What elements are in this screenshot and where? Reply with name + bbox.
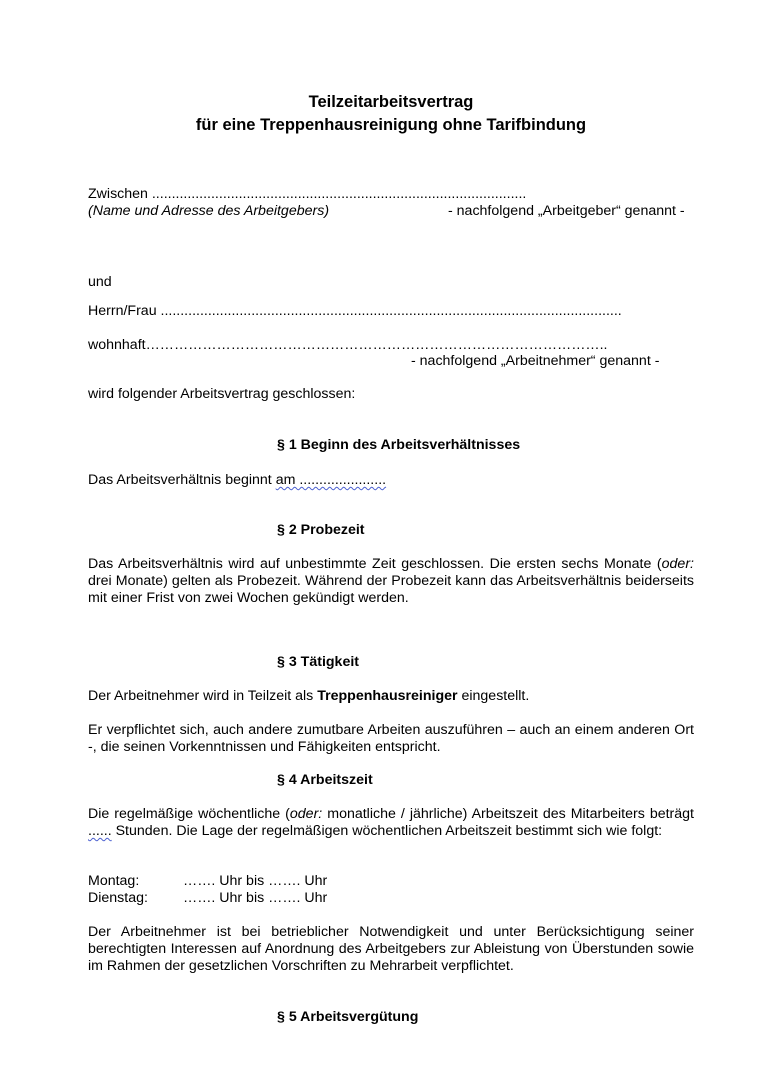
section-4-paragraph-1: Die regelmäßige wöchentliche (oder: monatliche / jährliche) Arbeitszeit des Mitarbeiters beträgt ...... Stunden. Die Lage der regelmäßigen wöchentlichen Arbeitszeit bestimmt sich wie folgt: xyxy=(88,806,694,839)
employee-designation: - nachfolgend „Arbeitnehmer“ genannt - xyxy=(411,353,660,369)
employee-name-line: Herrn/Frau ..................................................................................................................... xyxy=(88,303,622,319)
section-2-heading: § 2 Probezeit xyxy=(277,522,365,538)
section-5-heading: § 5 Arbeitsvergütung xyxy=(277,1009,419,1025)
schedule-time-monday: ……. Uhr bis ……. Uhr xyxy=(183,873,328,889)
hours-blank: ...... xyxy=(88,823,112,839)
section-4-paragraph-2: Der Arbeitnehmer ist bei betrieblicher Notwendigkeit und unter Berücksichtigung seiner berechtigten Interessen auf Anordnung des Arbeitgebers zur Ableistung von Überstunden sowie im Rahmen der gesetzlichen Vorschriften zu Mehrarbeit verpflichtet. xyxy=(88,924,694,974)
employer-designation: - nachfolgend „Arbeitgeber“ genannt - xyxy=(448,203,685,219)
section-3-heading: § 3 Tätigkeit xyxy=(277,654,360,670)
employee-address-line: wohnhaft…………………………………………………………………………………….. xyxy=(88,337,608,353)
schedule-day-tuesday: Dienstag: xyxy=(88,890,148,906)
section-1-text xyxy=(88,472,386,489)
start-date-blank: am ...................... xyxy=(275,472,387,488)
contract-intro: wird folgender Arbeitsvertrag geschlossen: xyxy=(88,386,356,402)
section-3-paragraph-1: Der Arbeitnehmer wird in Teilzeit als Treppenhausreiniger eingestellt. xyxy=(88,688,530,704)
schedule-day-monday: Montag: xyxy=(88,873,140,889)
section-4-heading: § 4 Arbeitszeit xyxy=(277,772,373,788)
start-date-label: Das Arbeitsverhältnis beginnt xyxy=(88,472,276,488)
and-word: und xyxy=(88,274,112,290)
document-title: Teilzeitarbeitsvertrag xyxy=(308,93,474,111)
section-3-paragraph-2: Er verpflichtet sich, auch andere zumutbare Arbeiten auszuführen – auch an einem anderen Ort -, die seinen Vorkenntnissen und Fähigkeiten entspricht. xyxy=(88,722,694,755)
job-title: Treppenhausreiniger xyxy=(317,688,458,704)
document-subtitle: für eine Treppenhausreinigung ohne Tarifbindung xyxy=(195,116,587,134)
section-2-paragraph: Das Arbeitsverhältnis wird auf unbestimmte Zeit geschlossen. Die ersten sechs Monate (oder: drei Monate) gelten als Probezeit. Während der Probezeit kann das Arbeitsverhältnis beiderseits mit einer Frist von zwei Wochen gekündigt werden. xyxy=(88,556,694,606)
employer-hint: (Name und Adresse des Arbeitgebers) xyxy=(88,203,330,219)
employer-line: Zwischen ............................................................................................... xyxy=(88,186,527,202)
schedule-time-tuesday: ……. Uhr bis ……. Uhr xyxy=(183,890,328,906)
section-1-heading: § 1 Beginn des Arbeitsverhältnisses xyxy=(277,437,521,453)
